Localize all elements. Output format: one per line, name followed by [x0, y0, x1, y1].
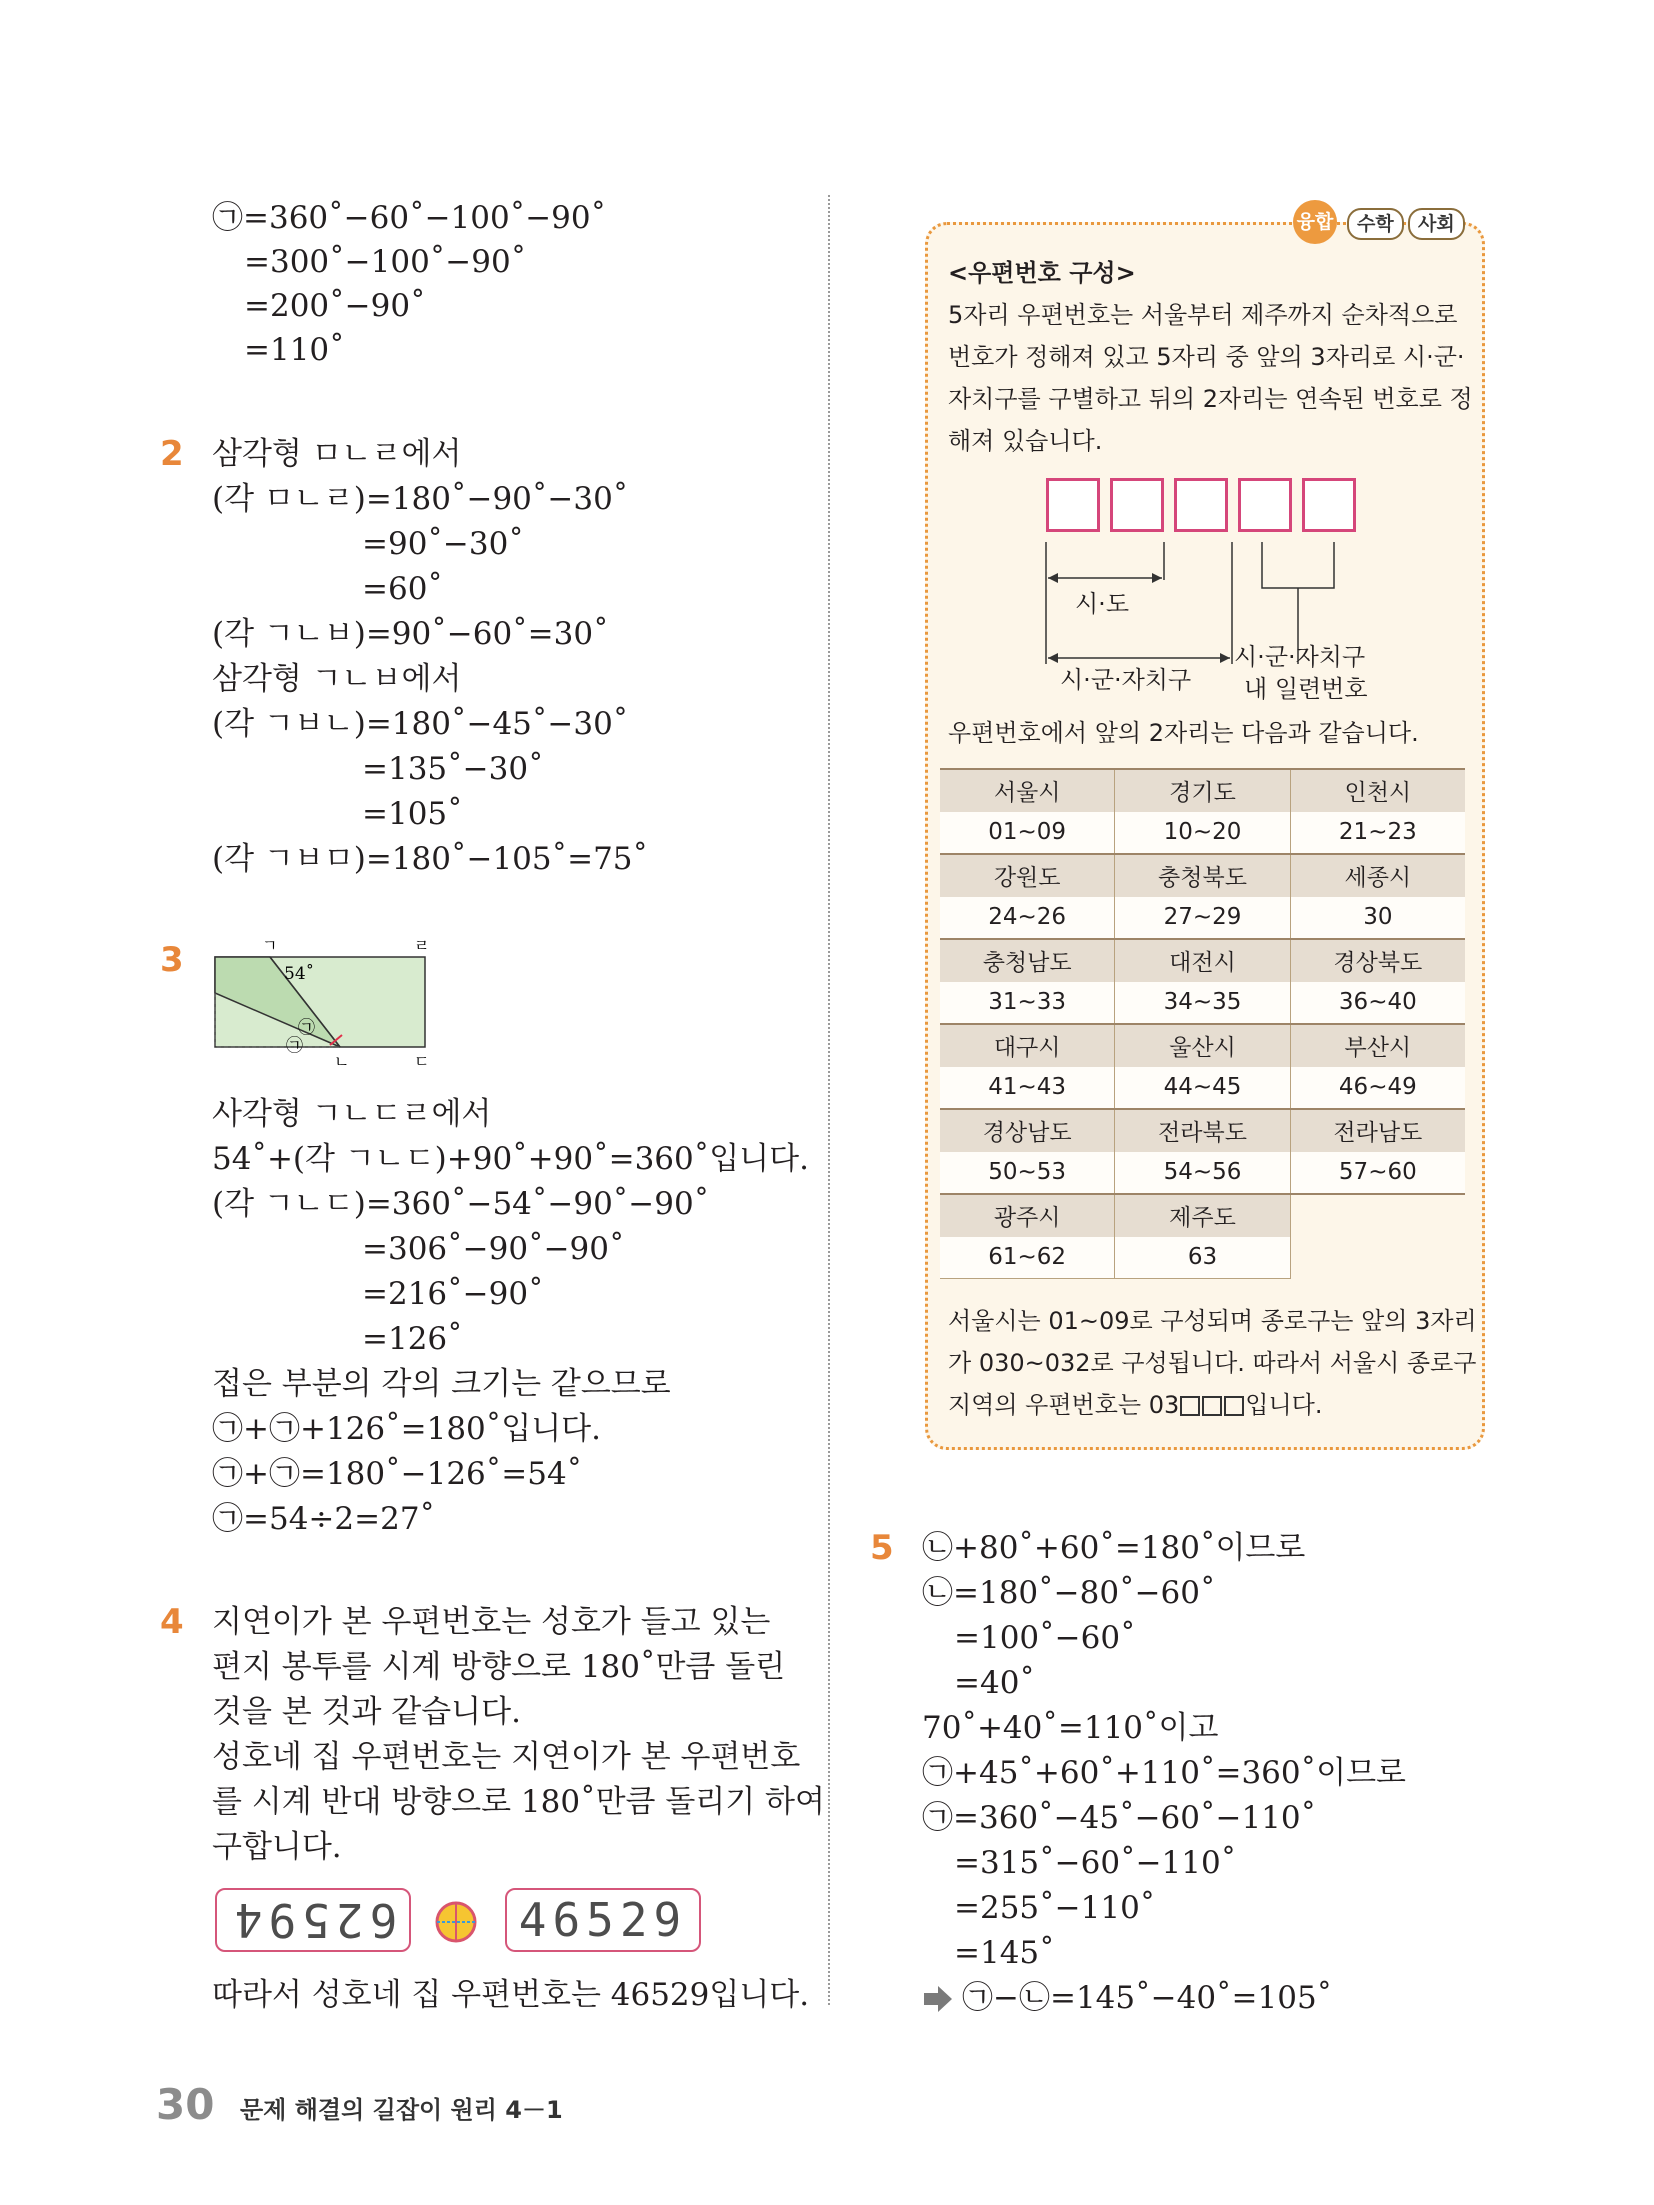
p3-line: =216˚−90˚: [362, 1276, 544, 1312]
p5-line: ㉡+80˚+60˚=180˚이므로: [922, 1530, 1306, 1566]
region-name: 광주시: [940, 1194, 1115, 1237]
p5-line: =255˚−110˚: [954, 1890, 1156, 1926]
region-name: 경상북도: [1290, 939, 1465, 982]
column-divider: [828, 195, 830, 2005]
p4-line: 구합니다.: [212, 1829, 342, 1865]
angle-mark: ㉠: [298, 1018, 315, 1038]
region-name: 경상남도: [940, 1109, 1115, 1152]
info-paragraph-line: 5자리 우편번호는 서울부터 제주까지 순차적으로: [948, 301, 1458, 329]
code-digit-box: [1174, 478, 1228, 532]
region-name: 서울시: [940, 769, 1115, 812]
p1-line: =200˚−90˚: [244, 288, 426, 324]
rotate-icon: [434, 1900, 478, 1944]
code-digit-box: [1110, 478, 1164, 532]
p3-line: =306˚−90˚−90˚: [362, 1231, 625, 1267]
closing-line: 서울시는 01~09로 구성되며 종로구는 앞의 3자리: [948, 1307, 1477, 1335]
subject-tag-social: 사회: [1408, 208, 1465, 240]
angle-label: 54˚: [284, 964, 315, 984]
p3-line: ㉠+㉠=180˚−126˚=54˚: [212, 1456, 583, 1492]
region-code: 24~26: [940, 897, 1115, 940]
label-sido: 시·도: [1075, 590, 1129, 618]
vertex-label: ㄷ: [414, 1052, 430, 1071]
book-title: 문제 해결의 길잡이 원리 4－1: [240, 2096, 563, 2124]
p5-line: ㉡=180˚−80˚−60˚: [922, 1575, 1216, 1611]
p3-line: =126˚: [362, 1321, 463, 1357]
p2-line: =135˚−30˚: [362, 751, 544, 787]
p4-line: 것을 본 것과 같습니다.: [212, 1694, 521, 1730]
region-name: 제주도: [1115, 1194, 1290, 1237]
region-name: 경기도: [1115, 769, 1290, 812]
blank-digit: [1202, 1396, 1222, 1416]
p2-line: (각 ㄱㄴㅂ)=90˚−60˚=30˚: [212, 616, 609, 652]
region-code-table: [940, 768, 1465, 1279]
p4-line: 지연이가 본 우편번호는 성호가 들고 있는: [212, 1604, 771, 1640]
region-code: 44~45: [1115, 1067, 1290, 1110]
p1-line: =110˚: [244, 332, 345, 368]
p2-line: =105˚: [362, 796, 463, 832]
code-digit-box: [1238, 478, 1292, 532]
p1-line: =300˚−100˚−90˚: [244, 244, 527, 280]
vertex-label: ㄴ: [334, 1052, 350, 1071]
postal-code-seen: 62594: [215, 1888, 411, 1952]
region-code: 31~33: [940, 982, 1115, 1025]
angle-mark: ㉠: [286, 1036, 303, 1056]
info-paragraph-line: 번호가 정해져 있고 5자리 중 앞의 3자리로 시·군·: [948, 343, 1465, 371]
p2-line: (각 ㄱㅂㅁ)=180˚−105˚=75˚: [212, 841, 649, 877]
p5-line: ㉠+45˚+60˚+110˚=360˚이므로: [922, 1755, 1406, 1791]
region-code: 21~23: [1290, 812, 1465, 855]
blank-digit: [1224, 1396, 1244, 1416]
p4-line: 성호네 집 우편번호는 지연이가 본 우편번호: [212, 1739, 801, 1775]
p5-line: =315˚−60˚−110˚: [954, 1845, 1237, 1881]
problem-number: 5: [870, 1528, 894, 1568]
region-name: 충청북도: [1115, 854, 1290, 897]
p4-line: 편지 봉투를 시계 방향으로 180˚만큼 돌린: [212, 1649, 786, 1685]
p5-line: =100˚−60˚: [954, 1620, 1136, 1656]
badge-convergence: 융합: [1293, 200, 1337, 244]
region-code: 63: [1115, 1237, 1290, 1279]
p3-line: (각 ㄱㄴㄷ)=360˚−54˚−90˚−90˚: [212, 1186, 710, 1222]
p3-line: 54˚+(각 ㄱㄴㄷ)+90˚+90˚=360˚입니다.: [212, 1141, 809, 1177]
problem-number: 4: [160, 1602, 184, 1642]
p3-line: 접은 부분의 각의 크기는 같으므로: [212, 1366, 671, 1402]
region-name: 충청남도: [940, 939, 1115, 982]
region-code: 10~20: [1115, 812, 1290, 855]
region-code: 36~40: [1290, 982, 1465, 1025]
arrow-right-icon: [922, 1984, 956, 2014]
label-sigungu: 시·군·자치구: [1060, 666, 1192, 694]
problem-number: 2: [160, 434, 184, 474]
closing-text: 입니다.: [1245, 1391, 1323, 1419]
p5-line: ㉠=360˚−45˚−60˚−110˚: [922, 1800, 1317, 1836]
p2-line: 삼각형 ㄱㄴㅂ에서: [212, 661, 462, 697]
vertex-label: ㄱ: [262, 936, 278, 955]
region-name: 전라북도: [1115, 1109, 1290, 1152]
region-code: 34~35: [1115, 982, 1290, 1025]
region-code: 30: [1290, 897, 1465, 940]
code-digit-box: [1046, 478, 1100, 532]
info-paragraph-line: 해져 있습니다.: [948, 427, 1103, 455]
region-code: 50~53: [940, 1152, 1115, 1195]
closing-line: [948, 1384, 1322, 1426]
closing-text: 지역의 우편번호는 03: [948, 1391, 1180, 1419]
region-code: 41~43: [940, 1067, 1115, 1110]
p2-line: =60˚: [362, 571, 443, 607]
postal-code-result: 46529: [505, 1888, 701, 1952]
region-name: 대전시: [1115, 939, 1290, 982]
label-serial: 내 일련번호: [1244, 675, 1368, 703]
p3-line: 사각형 ㄱㄴㄷㄹ에서: [212, 1096, 492, 1132]
p2-line: (각 ㄱㅂㄴ)=180˚−45˚−30˚: [212, 706, 629, 742]
p5-line: 70˚+40˚=110˚이고: [922, 1710, 1219, 1746]
info-paragraph-line: 자치구를 구별하고 뒤의 2자리는 연속된 번호로 정: [948, 385, 1473, 413]
region-code: 27~29: [1115, 897, 1290, 940]
blank-digit: [1180, 1396, 1200, 1416]
p4-conclusion: 따라서 성호네 집 우편번호는 46529입니다.: [212, 1977, 810, 2013]
p2-line: =90˚−30˚: [362, 526, 524, 562]
folded-rectangle-figure: [200, 935, 440, 1075]
p5-final: ㉠−㉡=145˚−40˚=105˚: [962, 1980, 1333, 2016]
region-code: 01~09: [940, 812, 1115, 855]
p5-line: =40˚: [954, 1665, 1035, 1701]
region-code: 61~62: [940, 1237, 1115, 1279]
label-serial: 시·군·자치구: [1234, 643, 1366, 671]
region-name: 강원도: [940, 854, 1115, 897]
region-name: 부산시: [1290, 1024, 1465, 1067]
region-code: 57~60: [1290, 1152, 1465, 1195]
region-name: 세종시: [1290, 854, 1465, 897]
p3-line: ㉠+㉠+126˚=180˚입니다.: [212, 1411, 601, 1447]
closing-line: 가 030~032로 구성됩니다. 따라서 서울시 종로구: [948, 1349, 1477, 1377]
region-code: 54~56: [1115, 1152, 1290, 1195]
p3-line: ㉠=54÷2=27˚: [212, 1501, 436, 1537]
problem-number: 3: [160, 940, 184, 980]
p2-line: (각 ㅁㄴㄹ)=180˚−90˚−30˚: [212, 481, 629, 517]
p5-line: =145˚: [954, 1935, 1055, 1971]
table-intro: 우편번호에서 앞의 2자리는 다음과 같습니다.: [948, 719, 1419, 747]
page-number: 30: [156, 2080, 215, 2129]
code-digit-box: [1302, 478, 1356, 532]
subject-tag-math: 수학: [1347, 208, 1404, 240]
region-name: 울산시: [1115, 1024, 1290, 1067]
p1-line: ㉠=360˚−60˚−100˚−90˚: [212, 200, 607, 236]
region-name: 전라남도: [1290, 1109, 1465, 1152]
info-box-title: <우편번호 구성>: [948, 259, 1136, 287]
p2-line: 삼각형 ㅁㄴㄹ에서: [212, 436, 462, 472]
region-name: 인천시: [1290, 769, 1465, 812]
p4-line: 를 시계 반대 방향으로 180˚만큼 돌리기 하여: [212, 1784, 825, 1820]
region-code: 46~49: [1290, 1067, 1465, 1110]
region-name: 대구시: [940, 1024, 1115, 1067]
vertex-label: ㄹ: [414, 936, 430, 955]
